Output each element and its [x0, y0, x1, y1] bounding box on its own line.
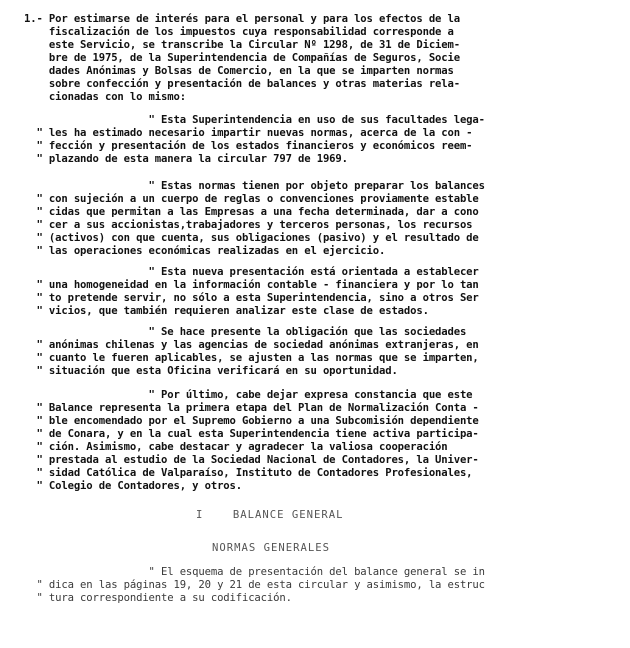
- text-line: 1.- Por estimarse de interés para el personal y para los efectos de la: [24, 13, 460, 25]
- text-line: " cer a sus accionistas,trabajadores y terceros personas, los recursos: [24, 219, 473, 231]
- text-line: " (activos) con que cuenta, sus obligaciones (pasivo) y el resultado de: [24, 232, 479, 244]
- text-line: " con sujeción a un cuerpo de reglas o convenciones proviamente estable: [24, 193, 479, 205]
- text-line: " Colegio de Contadores, y otros.: [24, 480, 242, 492]
- text-line: " Se hace presente la obligación que las sociedades: [24, 326, 467, 338]
- text-line: " Esta nueva presentación está orientada a establecer: [24, 266, 479, 278]
- text-line: " plazando de esta manera la circular 797 de 1969.: [24, 153, 348, 165]
- text-line: " Esta Superintendencia en uso de sus facultades lega-: [24, 114, 485, 126]
- text-line: " prestada al estudio de la Sociedad Nacional de Contadores, la Univer-: [24, 454, 479, 466]
- text-line: " les ha estimado necesario impartir nuevas normas, acerca de la con -: [24, 127, 473, 139]
- text-line: " ción. Asimismo, cabe destacar y agradecer la valiosa cooperación: [24, 441, 448, 453]
- text-line: " sidad Católica de Valparaíso, Instituto de Contadores Profesionales,: [24, 467, 473, 479]
- text-line: " cidas que permitan a las Empresas a una fecha determinada, dar a cono: [24, 206, 479, 218]
- text-line: " fección y presentación de los estados financieros y económicos reem-: [24, 140, 473, 152]
- text-line: " Balance representa la primera etapa del Plan de Normalización Conta -: [24, 402, 479, 414]
- text-line: dades Anónimas y Bolsas de Comercio, en la que se imparten normas: [24, 65, 454, 77]
- text-line: " Estas normas tienen por objeto preparar los balances: [24, 180, 485, 192]
- text-line: " situación que esta Oficina verificará en su oportunidad.: [24, 365, 398, 377]
- text-line: fiscalización de los impuestos cuya responsabilidad corresponde a: [24, 26, 454, 38]
- text-line: bre de 1975, de la Superintendencia de Compañías de Seguros, Socie: [24, 52, 460, 64]
- text-line: " Por último, cabe dejar expresa constancia que este: [24, 389, 473, 401]
- text-line: " las operaciones económicas realizadas en el ejercicio.: [24, 245, 386, 257]
- text-line: " ble encomendado por el Supremo Gobierno a una Subcomisión dependiente: [24, 415, 479, 427]
- text-line: " El esquema de presentación del balance general se in: [24, 566, 485, 578]
- text-line: " anónimas chilenas y las agencias de sociedad anónimas extranjeras, en: [24, 339, 479, 351]
- text-line: " de Conara, y en la cual esta Superintendencia tiene activa participa-: [24, 428, 479, 440]
- text-line: " to pretende servir, no sólo a esta Superintendencia, sino a otros Ser: [24, 292, 479, 304]
- text-line: sobre confección y presentación de balances y otras materias rela-: [24, 78, 460, 90]
- text-line: cionadas con lo mismo:: [24, 91, 186, 103]
- text-line: este Servicio, se transcribe la Circular Nº 1298, de 31 de Diciem-: [24, 39, 460, 51]
- text-line: " vicios, que también requieren analizar este clase de estados.: [24, 305, 429, 317]
- text-line: " una homogeneidad en la información contable - financiera y por lo tan: [24, 279, 479, 291]
- text-line: " cuanto le fueren aplicables, se ajusten a las normas que se imparten,: [24, 352, 479, 364]
- section-heading: I BALANCE GENERAL: [196, 509, 344, 521]
- text-line: " dica en las páginas 19, 20 y 21 de esta circular y asimismo, la estruc: [24, 579, 485, 591]
- text-line: " tura correspondiente a su codificación.: [24, 592, 292, 604]
- sub-heading: NORMAS GENERALES: [212, 542, 331, 554]
